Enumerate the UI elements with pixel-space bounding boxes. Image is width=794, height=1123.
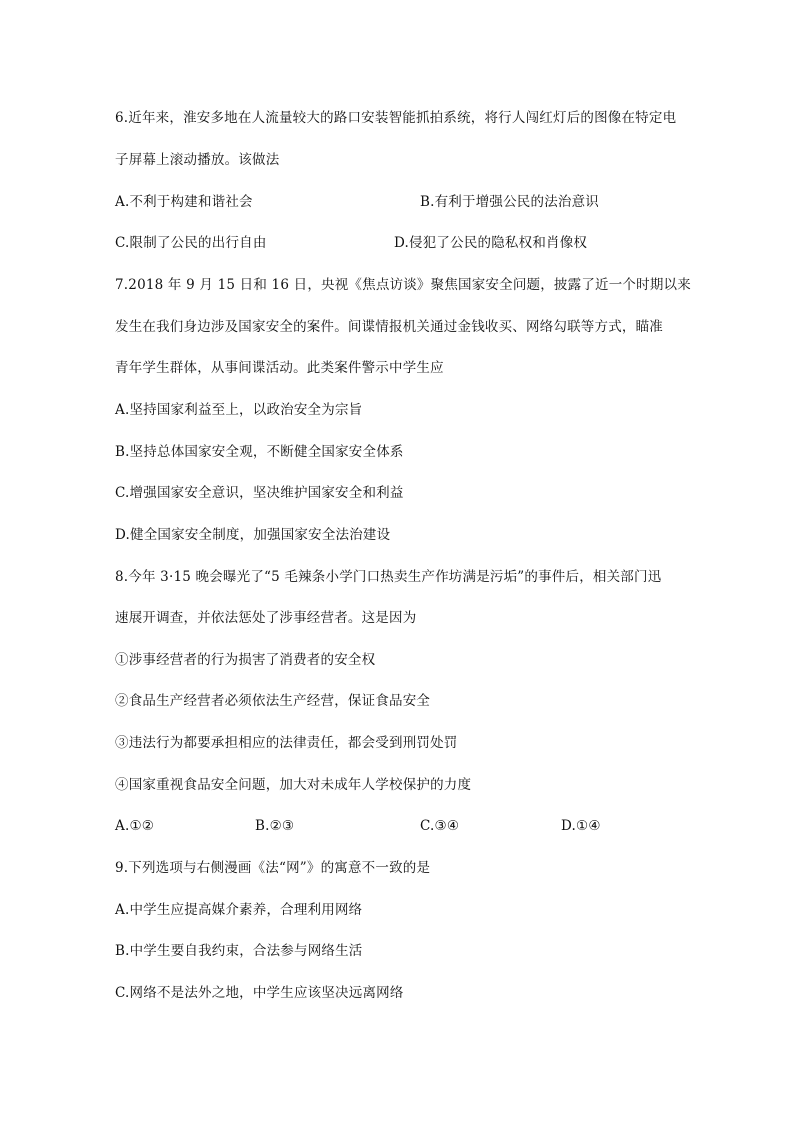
q7-option-a: A.坚持国家利益至上，以政治安全为宗旨 xyxy=(115,402,363,418)
q6-option-c: C.限制了公民的出行自由 xyxy=(115,235,267,251)
q7-option-d: D.健全国家安全制度，加强国家安全法治建设 xyxy=(115,527,391,543)
q8-stem-line-2: 速展开调查，并依法惩处了涉事经营者。这是因为 xyxy=(115,610,417,626)
q6-option-d: D.侵犯了公民的隐私权和肖像权 xyxy=(394,235,588,251)
q9-option-c: C.网络不是法外之地，中学生应该坚决远离网络 xyxy=(115,985,404,1001)
q6-option-b: B.有利于增强公民的法治意识 xyxy=(420,194,600,210)
q7-option-b: B.坚持总体国家安全观，不断健全国家安全体系 xyxy=(115,444,404,460)
q9-stem-line-1: 9.下列选项与右侧漫画《法“网”》的寓意不一致的是 xyxy=(115,860,431,876)
q8-option-d: D.①④ xyxy=(561,818,601,834)
q6-option-a: A.不利于构建和谐社会 xyxy=(115,194,253,210)
q8-option-b: B.②③ xyxy=(255,818,295,834)
q8-statement-3: ③违法行为都要承担相应的法律责任，都会受到刑罚处罚 xyxy=(115,735,458,751)
q8-statement-4: ④国家重视食品安全问题，加大对未成年人学校保护的力度 xyxy=(115,777,472,793)
q8-option-a: A.①② xyxy=(115,818,155,834)
q6-stem-line-1: 6.近年来，淮安多地在人流量较大的路口安装智能抓拍系统，将行人闯红灯后的图像在特定电 xyxy=(115,110,677,126)
q7-stem-line-3: 青年学生群体，从事间谍活动。此类案件警示中学生应 xyxy=(115,360,444,376)
q8-statement-2: ②食品生产经营者必须依法生产经营，保证食品安全 xyxy=(115,693,431,709)
q7-stem-line-2: 发生在我们身边涉及国家安全的案件。间谍情报机关通过金钱收买、网络勾联等方式，瞄准 xyxy=(115,319,663,335)
q8-statement-1: ①涉事经营者的行为损害了消费者的安全权 xyxy=(115,652,376,668)
q7-option-c: C.增强国家安全意识，坚决维护国家安全和利益 xyxy=(115,485,404,501)
q6-stem-line-2: 子屏幕上滚动播放。该做法 xyxy=(115,152,280,168)
q8-option-c: C.③④ xyxy=(420,818,460,834)
q9-option-a: A.中学生应提高媒介素养，合理利用网络 xyxy=(115,902,363,918)
q8-stem-line-1: 8.今年 3·15 晚会曝光了“5 毛辣条小学门口热卖生产作坊满是污垢”的事件后，相关部门迅 xyxy=(115,569,662,585)
q9-option-b: B.中学生要自我约束，合法参与网络生活 xyxy=(115,943,363,959)
q7-stem-line-1: 7.2018 年 9 月 15 日和 16 日，央视《焦点访谈》聚焦国家安全问题，披露了近一个时期以来 xyxy=(115,277,691,293)
